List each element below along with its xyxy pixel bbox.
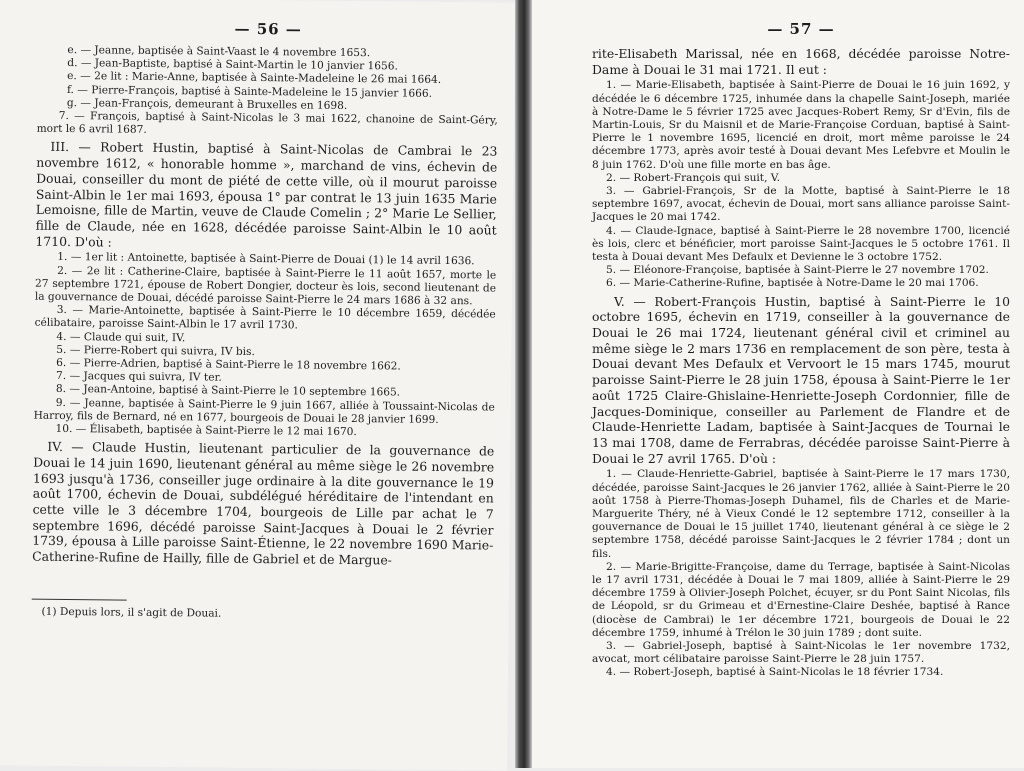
list-item: 10. — Élisabeth, baptisée à Saint-Pierre le 12 mai 1670. <box>55 422 357 439</box>
footnote-divider <box>32 598 127 600</box>
list-item: 5. — Eléonore-Françoise, baptisée à Saint-Pierre le 27 novembre 1702. <box>606 264 989 277</box>
genealogy-paragraph: IV. — Claude Hustin, lieutenant particulier de la gouvernance de Douai le 14 juin 1690, lieutenant général au même siège le 26 novembre 1693 jusqu'à 1736, conseiller juge ordinaire à la dite gouvernance le 19 août 1700, échevin de Douai, subdélégué héréditaire de l'intendant en cette ville le 3 décembre 1704, bourgeois de Lille par achat le 7 septembre 1696, décédé paroisse Saint-Jacques à Douai le 2 février 1739, épousa à Lille paroisse Saint-Étienne, le 22 novembre 1690 Marie-Catherine-Rufine de Hailly, fille de Gabriel et de Margue- <box>32 439 495 568</box>
list-item: 9. — Jeanne, baptisée à Saint-Pierre le 9 juin 1667, alliée à Toussaint-Nicolas de Harroy, fils de Bernard, né en 1677, bourgeois de Douai le 28 janvier 1699. <box>33 396 495 426</box>
list-item: 7. — François, baptisé à Saint-Nicolas le 3 mai 1622, chanoine de Saint-Géry, mort le 6 avril 1687. <box>36 109 498 137</box>
page-number: — 56 — <box>234 19 302 39</box>
list-item: 8. — Jean-Antoine, baptisé à Saint-Pierre le 10 septembre 1665. <box>55 383 401 399</box>
list-item: 4. — Claude-Ignace, baptisé à Saint-Pierre le 28 novembre 1700, licencié ès lois, clerc et bénéficier, mort paroisse Saint-Jacques le 5 octobre 1761. Il testa à Douai devant Mes Defaulx et Devienne le 3 octobre 1752. <box>592 224 1010 264</box>
list-item: 2. — Robert-François qui suit, V. <box>606 171 780 184</box>
right-page <box>532 0 1024 768</box>
genealogy-paragraph: V. — Robert-François Hustin, baptisé à Saint-Pierre le 10 octobre 1695, échevin en 1719, conseiller à la gouvernance de Douai le 26 mai 1724, lieutenant général civil et criminel au même siège le 2 mars 1736 en remplacement de son père, testa à Douai devant Mes Defaulx et Vervoort le 15 mars 1745, mourut paroisse Saint-Pierre le 28 juin 1758, épousa à Saint-Pierre le 1er août 1725 Claire-Ghislaine-Henriette-Joseph Cordonnier, fille de Jacques-Dominique, conseiller au Parlement de Flandre et de Claude-Henriette Ladam, baptisée à Saint-Jacques de Tournai le 13 mai 1708, dame de Ferrabras, décédée paroisse Saint-Pierre à Douai le 27 avril 1765. D'où : <box>592 293 1010 466</box>
book-gutter <box>515 0 532 768</box>
list-item: d. — Jean-Baptiste, baptisé à Saint-Martin le 10 janvier 1656. <box>67 57 398 73</box>
list-item: 7. — Jacques qui suivra, IV ter. <box>55 370 222 384</box>
list-item: 5. — Pierre-Robert qui suivra, IV bis. <box>56 343 255 358</box>
list-item: 3. — Marie-Antoinette, baptisée à Saint-Pierre le 10 décembre 1659, décédée célibataire, paroisse Saint-Albin le 17 avril 1730. <box>34 304 496 332</box>
footnote: (1) Depuis lors, il s'agit de Douai. <box>41 605 222 620</box>
genealogy-paragraph: III. — Robert Hustin, baptisé à Saint-Nicolas de Cambrai le 23 novembre 1612, « honorable homme », marchand de vins, échevin de Douai, conseiller du mont de piété de cette ville, où il mourut paroisse Saint-Albin le 1er mai 1693, épousa 1° par contrat le 13 juin 1635 Marie Lemoisne, fille de Martin, veuve de Claude Comelin ; 2° Marie Le Sellier, fille de Claude, née en 1628, décédée paroisse Saint-Albin le 10 août 1710. D'où : <box>35 139 498 250</box>
list-item: 6. — Pierre-Adrien, baptisé à Saint-Pierre le 18 novembre 1662. <box>56 356 401 373</box>
list-item: e. — Jeanne, baptisée à Saint-Vaast le 4 novembre 1653. <box>67 44 371 60</box>
list-item: 2. — Marie-Brigitte-Françoise, dame du Terrage, baptisée à Saint-Nicolas le 17 avril 1731, décédée à Douai le 7 mai 1809, alliée à Saint-Pierre le 29 décembre 1759 à Olivier-Joseph Polchet, écuyer, sr du Pont Saint Nicolas, fils de Léopold, sr du Grimeau et d'Ernestine-Claire Deshée, baptisé à Rance (diocèse de Cambrai) le 1er décembre 1721, bourgeois de Douai le 22 décembre 1759, inhumé à Trélon le 30 juin 1789 ; dont suite. <box>592 560 1010 639</box>
list-item: 4. — Robert-Joseph, baptisé à Saint-Nicolas le 18 février 1734. <box>606 666 944 679</box>
list-item: 3. — Gabriel-Joseph, baptisé à Saint-Nicolas le 1er novembre 1732, avocat, mort célibataire paroisse Saint-Pierre le 28 juin 1757. <box>592 640 1010 666</box>
list-item: 2. — 2e lit : Catherine-Claire, baptisée à Saint-Pierre le 11 août 1657, morte le 27 septembre 1721, épouse de Robert Dongier, docteur ès lois, second lieutenant de la gouvernance de Douai, décédé paroisse Saint-Pierre le 24 mars 1686 à 32 ans. <box>34 264 497 308</box>
list-item: 1. — Marie-Elisabeth, baptisée à Saint-Pierre de Douai le 16 juin 1692, y décédée le 6 décembre 1725, inhumée dans la chapelle Saint-Joseph, mariée à Notre-Dame le 5 février 1725 avec Jacques-Robert Remy, Sr d'Evin, fils de Martin-Louis, Sr du Maisnil et de Marie-Françoise Corduan, baptisé à Saint-Pierre le 1 novembre 1695, licencié en droit, mort même paroisse le 24 décembre 1773, après avoir testé à Douai devant Mes Lefebvre et Moulin le 8 juin 1762. D'où une fille morte en bas âge. <box>592 79 1010 171</box>
list-item: 6. — Marie-Catherine-Rufine, baptisée à Notre-Dame le 20 mai 1706. <box>606 277 979 290</box>
genealogy-paragraph: rite-Elisabeth Marissal, née en 1668, décédée paroisse Notre-Dame à Douai le 31 mai 1721. Il eut : <box>592 46 1010 77</box>
list-item: 1. — Claude-Henriette-Gabriel, baptisée à Saint-Pierre le 17 mars 1730, décédée, paroisse Saint-Jacques le 26 janvier 1762, alliée à Saint-Pierre le 20 août 1758 à Pierre-Thomas-Joseph Duhamel, fils de Charles et de Marie-Marguerite Théry, né à Vieux Condé le 12 septembre 1712, conseiller à la gouvernance de Douai le 15 juillet 1740, lieutenant général à ce siège le 2 septembre 1758, décédé paroisse Saint-Jacques le 2 février 1784 ; dont un fils. <box>592 468 1010 560</box>
page-number: — 57 — <box>767 20 835 38</box>
list-item: g. — Jean-François, demeurant à Bruxelles en 1698. <box>66 96 348 112</box>
list-item: e. — 2e lit : Marie-Anne, baptisée à Sainte-Madeleine le 26 mai 1664. <box>67 70 442 87</box>
list-item: 4. — Claude qui suit, IV. <box>56 330 186 344</box>
list-item: 3. — Gabriel-François, Sr de la Motte, baptisé à Saint-Pierre le 18 septembre 1697, avocat, échevin de Douai, mort sans alliance paroisse Saint-Jacques le 20 mai 1742. <box>592 185 1010 224</box>
list-item: 1. — 1er lit : Antoinette, baptisée à Saint-Pierre de Douai (1) le 14 avril 1636. <box>57 251 475 268</box>
list-item: f. — Pierre-François, baptisé à Sainte-Madeleine le 15 janvier 1666. <box>66 83 433 100</box>
